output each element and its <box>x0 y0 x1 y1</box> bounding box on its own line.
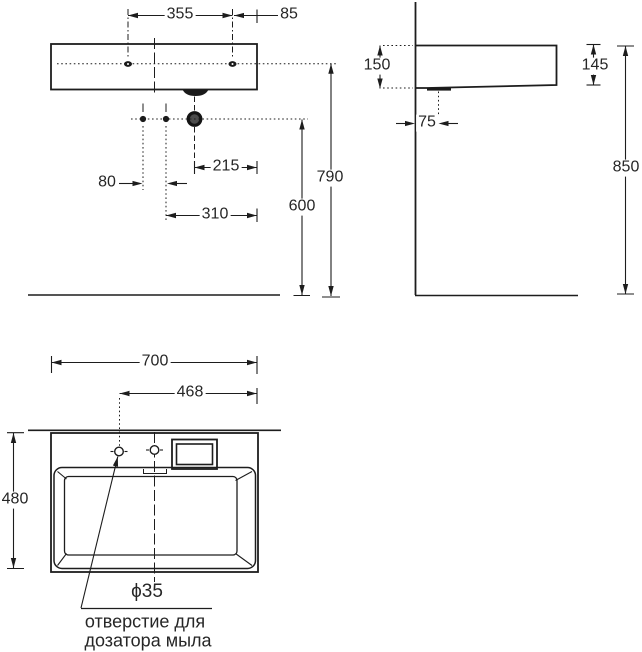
dim-drain-to-edge: 215 <box>212 157 240 175</box>
dim-drain-offset: 75 <box>418 113 436 131</box>
front-view <box>28 5 340 297</box>
dim-overall-width: 700 <box>141 352 169 370</box>
dim-dispenser-to-edge: 468 <box>176 383 204 401</box>
dim-overall-depth: 480 <box>1 490 29 508</box>
dim-mount-hole-spacing: 355 <box>166 5 194 23</box>
soap-dispenser-note-line2: дозатора мыла <box>84 630 212 651</box>
dim-hole-diameter: ϕ35 <box>131 581 163 603</box>
dim-height-at-wall: 150 <box>363 56 391 74</box>
dim-drain-height: 600 <box>288 197 316 215</box>
dim-supply-to-edge: 310 <box>201 205 229 223</box>
dim-supply-spacing: 80 <box>98 173 116 191</box>
side-view <box>380 2 634 296</box>
dim-height-at-front: 145 <box>581 56 609 74</box>
dim-mount-hole-to-edge: 85 <box>280 5 298 23</box>
plan-view <box>7 352 281 609</box>
dim-rim-height: 850 <box>612 158 640 176</box>
soap-dispenser-note-line1: отверстие для <box>84 611 206 632</box>
dim-mount-hole-height: 790 <box>316 168 344 186</box>
